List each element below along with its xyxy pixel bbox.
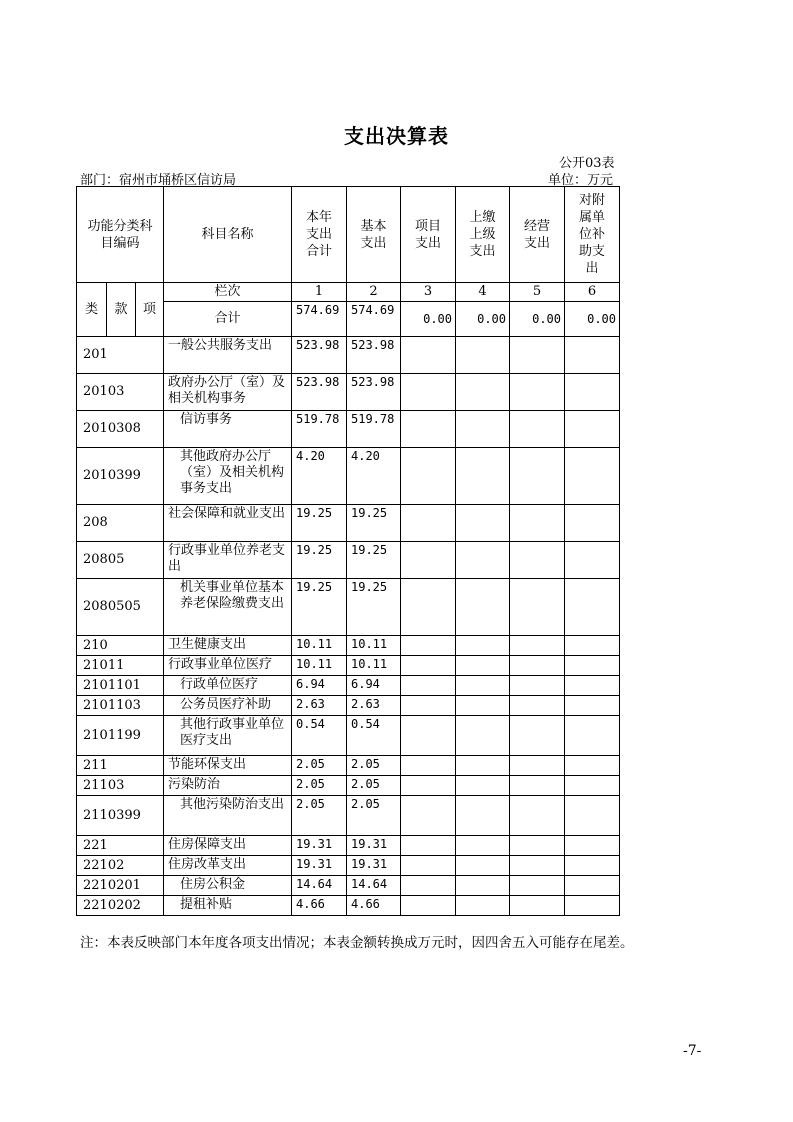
- row-name: 节能环保支出: [164, 756, 292, 776]
- project-amount: 0.00: [401, 302, 456, 337]
- table-row: [77, 776, 620, 796]
- row-name: 其他行政事业单位医疗支出: [164, 716, 292, 756]
- row-basic: 19.25: [347, 542, 401, 579]
- row-subsidiary: [565, 796, 620, 836]
- row-project: [401, 896, 456, 916]
- row-total: 519.78: [292, 411, 347, 448]
- row-upper: [456, 636, 510, 656]
- row-code: 201: [77, 337, 164, 374]
- row-name: 政府办公厅（室）及相关机构事务: [164, 374, 292, 411]
- table-row: [77, 337, 620, 374]
- row-basic: 4.66: [347, 896, 401, 916]
- form-code: 公开03表: [559, 156, 615, 171]
- row-name: 行政事业单位养老支出: [164, 542, 292, 579]
- header-total: 本年支出合计: [292, 187, 347, 283]
- row-subsidiary: [565, 374, 620, 411]
- table-row: [77, 448, 620, 505]
- row-subsidiary: [565, 696, 620, 716]
- row-subsidiary: [565, 579, 620, 636]
- row-upper: [456, 337, 510, 374]
- row-basic: 519.78: [347, 411, 401, 448]
- row-code: 20103: [77, 374, 164, 411]
- row-operating: [510, 836, 565, 856]
- row-basic: 2.63: [347, 696, 401, 716]
- header-basic: 基本支出: [347, 187, 401, 283]
- table-row: [77, 542, 620, 579]
- row-operating: [510, 696, 565, 716]
- row-total: 10.11: [292, 636, 347, 656]
- row-subsidiary: [565, 676, 620, 696]
- table-note: 注：本表反映部门本年度各项支出情况；本表金额转换成万元时，因四舍五入可能存在尾差。: [80, 935, 634, 951]
- row-project: [401, 696, 456, 716]
- row-total: 2.05: [292, 796, 347, 836]
- row-basic: 4.20: [347, 448, 401, 505]
- row-total: 19.25: [292, 579, 347, 636]
- row-project: [401, 776, 456, 796]
- row-name: 住房公积金: [164, 876, 292, 896]
- row-total: 523.98: [292, 374, 347, 411]
- row-operating: [510, 896, 565, 916]
- row-upper: [456, 696, 510, 716]
- row-upper: [456, 776, 510, 796]
- table-row: [77, 836, 620, 856]
- row-subsidiary: [565, 636, 620, 656]
- header-func-code: 功能分类科目编码: [77, 187, 164, 283]
- row-total: 2.63: [292, 696, 347, 716]
- row-upper: [456, 796, 510, 836]
- row-name: 行政单位医疗: [164, 676, 292, 696]
- row-total: 0.54: [292, 716, 347, 756]
- page-number: -7-: [683, 1043, 702, 1059]
- row-total: 10.11: [292, 656, 347, 676]
- row-total: 19.25: [292, 542, 347, 579]
- unit-label: 单位：万元: [548, 173, 614, 188]
- upper-amount: 0.00: [456, 302, 510, 337]
- row-subsidiary: [565, 656, 620, 676]
- table-row: [77, 756, 620, 776]
- page-title: 支出决算表: [344, 124, 449, 148]
- table-row: [77, 374, 620, 411]
- row-operating: [510, 716, 565, 756]
- row-name: 住房保障支出: [164, 836, 292, 856]
- total-amount: 574.69: [292, 302, 347, 337]
- row-code: 2210202: [77, 896, 164, 916]
- row-total: 19.31: [292, 856, 347, 876]
- row-code: 2080505: [77, 579, 164, 636]
- row-project: [401, 716, 456, 756]
- row-upper: [456, 505, 510, 542]
- row-upper: [456, 448, 510, 505]
- col-num-6: 6: [565, 283, 620, 302]
- row-basic: 523.98: [347, 337, 401, 374]
- row-name: 其他污染防治支出: [164, 796, 292, 836]
- row-upper: [456, 836, 510, 856]
- row-total: 523.98: [292, 337, 347, 374]
- row-project: [401, 876, 456, 896]
- row-code: 22102: [77, 856, 164, 876]
- row-upper: [456, 856, 510, 876]
- row-total: 2.05: [292, 776, 347, 796]
- row-subsidiary: [565, 876, 620, 896]
- row-upper: [456, 656, 510, 676]
- row-total: 19.31: [292, 836, 347, 856]
- row-project: [401, 796, 456, 836]
- row-upper: [456, 896, 510, 916]
- row-code: 211: [77, 756, 164, 776]
- row-operating: [510, 337, 565, 374]
- row-code: 2101103: [77, 696, 164, 716]
- row-total: 14.64: [292, 876, 347, 896]
- row-name: 卫生健康支出: [164, 636, 292, 656]
- row-basic: 2.05: [347, 796, 401, 836]
- table-row: [77, 676, 620, 696]
- header-subject-name: 科目名称: [164, 187, 292, 283]
- row-total: 6.94: [292, 676, 347, 696]
- table-row: [77, 696, 620, 716]
- row-upper: [456, 579, 510, 636]
- row-project: [401, 411, 456, 448]
- table-row: [77, 896, 620, 916]
- row-total: 2.05: [292, 756, 347, 776]
- header-lei: 类: [77, 283, 107, 337]
- row-total: 4.20: [292, 448, 347, 505]
- row-project: [401, 856, 456, 876]
- row-basic: 523.98: [347, 374, 401, 411]
- row-basic: 2.05: [347, 756, 401, 776]
- row-project: [401, 542, 456, 579]
- row-operating: [510, 448, 565, 505]
- subsidiary-amount: 0.00: [565, 302, 620, 337]
- row-operating: [510, 856, 565, 876]
- header-xiang: 项: [136, 283, 164, 337]
- row-name: 住房改革支出: [164, 856, 292, 876]
- row-upper: [456, 374, 510, 411]
- col-num-2: 2: [347, 283, 401, 302]
- row-project: [401, 337, 456, 374]
- row-name: 公务员医疗补助: [164, 696, 292, 716]
- row-code: 2110399: [77, 796, 164, 836]
- row-subsidiary: [565, 896, 620, 916]
- row-basic: 10.11: [347, 636, 401, 656]
- row-project: [401, 374, 456, 411]
- row-operating: [510, 756, 565, 776]
- row-code: 2101101: [77, 676, 164, 696]
- col-num-1: 1: [292, 283, 347, 302]
- row-basic: 19.31: [347, 856, 401, 876]
- row-project: [401, 448, 456, 505]
- row-project: [401, 656, 456, 676]
- row-subsidiary: [565, 448, 620, 505]
- row-basic: 6.94: [347, 676, 401, 696]
- row-upper: [456, 876, 510, 896]
- row-basic: 0.54: [347, 716, 401, 756]
- row-basic: 19.25: [347, 579, 401, 636]
- row-name: 信访事务: [164, 411, 292, 448]
- row-code: 210: [77, 636, 164, 656]
- row-name: 机关事业单位基本养老保险缴费支出: [164, 579, 292, 636]
- operating-amount: 0.00: [510, 302, 565, 337]
- header-operating: 经营支出: [510, 187, 565, 283]
- row-code: 2210201: [77, 876, 164, 896]
- row-subsidiary: [565, 411, 620, 448]
- table-row: [77, 716, 620, 756]
- row-upper: [456, 676, 510, 696]
- table-row: [77, 656, 620, 676]
- row-subsidiary: [565, 542, 620, 579]
- row-operating: [510, 505, 565, 542]
- row-total: 19.25: [292, 505, 347, 542]
- total-label: 合计: [164, 302, 292, 337]
- row-subsidiary: [565, 716, 620, 756]
- row-upper: [456, 542, 510, 579]
- table-row: [77, 876, 620, 896]
- row-operating: [510, 676, 565, 696]
- row-project: [401, 505, 456, 542]
- row-name: 社会保障和就业支出: [164, 505, 292, 542]
- table-row: [77, 796, 620, 836]
- row-subsidiary: [565, 505, 620, 542]
- row-project: [401, 836, 456, 856]
- row-upper: [456, 716, 510, 756]
- row-code: 21103: [77, 776, 164, 796]
- header-upper: 上缴上级支出: [456, 187, 510, 283]
- table-row: [77, 856, 620, 876]
- table-row: [77, 579, 620, 636]
- table-row: [77, 636, 620, 656]
- row-code: 20805: [77, 542, 164, 579]
- row-subsidiary: [565, 856, 620, 876]
- row-operating: [510, 776, 565, 796]
- table-row: [77, 505, 620, 542]
- row-operating: [510, 876, 565, 896]
- row-code: 2010399: [77, 448, 164, 505]
- row-name: 其他政府办公厅（室）及相关机构事务支出: [164, 448, 292, 505]
- basic-amount: 574.69: [347, 302, 401, 337]
- row-code: 2101199: [77, 716, 164, 756]
- row-project: [401, 579, 456, 636]
- row-name: 一般公共服务支出: [164, 337, 292, 374]
- row-subsidiary: [565, 756, 620, 776]
- row-project: [401, 636, 456, 656]
- row-code: 21011: [77, 656, 164, 676]
- header-lanci: 栏次: [164, 283, 292, 302]
- row-upper: [456, 411, 510, 448]
- row-operating: [510, 796, 565, 836]
- col-num-4: 4: [456, 283, 510, 302]
- header-subsidiary: 对附属单位补助支出: [565, 187, 620, 283]
- row-code: 208: [77, 505, 164, 542]
- row-project: [401, 756, 456, 776]
- row-operating: [510, 374, 565, 411]
- row-operating: [510, 579, 565, 636]
- row-total: 4.66: [292, 896, 347, 916]
- row-basic: 19.25: [347, 505, 401, 542]
- row-subsidiary: [565, 776, 620, 796]
- row-name: 提租补贴: [164, 896, 292, 916]
- row-basic: 2.05: [347, 776, 401, 796]
- row-basic: 10.11: [347, 656, 401, 676]
- header-project: 项目支出: [401, 187, 456, 283]
- row-operating: [510, 411, 565, 448]
- row-basic: 14.64: [347, 876, 401, 896]
- table-row: [77, 411, 620, 448]
- row-project: [401, 676, 456, 696]
- row-operating: [510, 656, 565, 676]
- col-num-5: 5: [510, 283, 565, 302]
- row-subsidiary: [565, 337, 620, 374]
- expenditure-table: [76, 186, 620, 916]
- row-basic: 19.31: [347, 836, 401, 856]
- row-name: 行政事业单位医疗: [164, 656, 292, 676]
- row-operating: [510, 636, 565, 656]
- row-upper: [456, 756, 510, 776]
- row-operating: [510, 542, 565, 579]
- row-subsidiary: [565, 836, 620, 856]
- row-code: 221: [77, 836, 164, 856]
- department-label: 部门：宿州市埇桥区信访局: [80, 173, 237, 188]
- row-name: 污染防治: [164, 776, 292, 796]
- col-num-3: 3: [401, 283, 456, 302]
- row-code: 2010308: [77, 411, 164, 448]
- header-kuan: 款: [107, 283, 136, 337]
